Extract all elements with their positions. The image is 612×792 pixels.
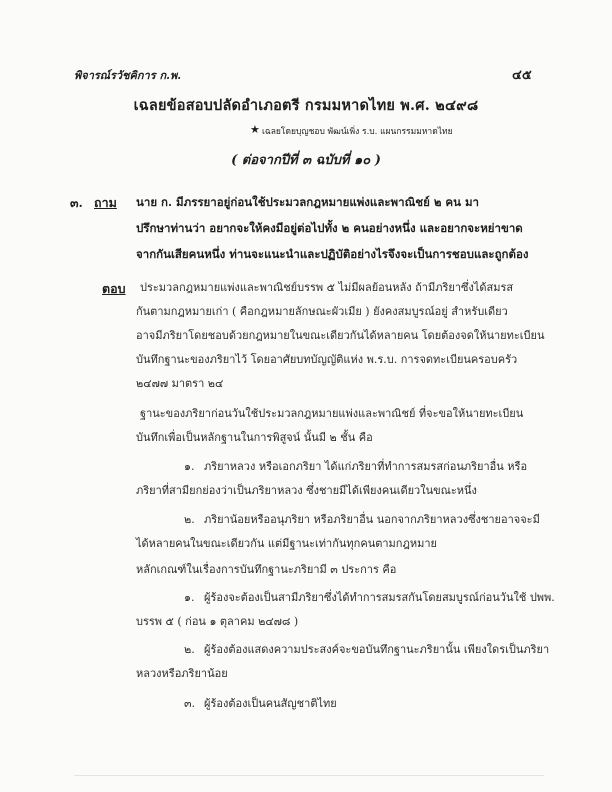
item-line: ภริยาที่สามียกย่องว่าเป็นภริยาหลวง ซึ่งชายมีได้เพียงคนเดียวในขณะหนึ่ง [136, 484, 477, 497]
condition-line: หลวงหรือภริยาน้อย [136, 667, 228, 680]
item-number: ๑. [184, 460, 195, 473]
item-line: ภริยาน้อยหรืออนุภริยา หรือภริยาอื่น นอกจากภริยาหลวงซึ่งชายอาจจะมี [204, 513, 540, 526]
condition-line: ผู้ร้องต้องเป็นคนสัญชาติไทย [204, 697, 337, 710]
condition-line: ผู้ร้องจะต้องเป็นสามีภริยาซึ่งได้ทำการสมรสกันโดยสมบูรณ์ก่อนวันใช้ ปพพ. [204, 591, 555, 604]
continuation-note: ( ต่อจากปีที่ ๓ ฉบับที่ ๑๐ ) [231, 153, 381, 168]
conditions-intro: หลักเกณฑ์ในเรื่องการบันทึกฐานะภริยามี ๓ ประการ คือ [136, 563, 397, 576]
paragraph-line: ฐานะของภริยาก่อนวันใช้ประมวลกฎหมายแพ่งและพาณิชย์ ที่จะขอให้นายทะเบียน [140, 407, 524, 420]
question-line: นาย ก. มีภรรยาอยู่ก่อนใช้ประมวลกฎหมายแพ่งและพาณิชย์ ๒ คน มา [136, 195, 479, 209]
item-line: ได้หลายคนในขณะเดียวกัน แต่มีฐานะเท่ากันทุกคนตามกฎหมาย [136, 537, 437, 550]
answer-line: อาจมีภริยาโดยชอบด้วยกฎหมายในขณะเดียวกันได้หลายคน โดยต้องจดให้นายทะเบียน [136, 329, 545, 342]
answer-label: ตอบ [102, 281, 126, 296]
question-line: ปรึกษาท่านว่า อยากจะให้คงมีอยู่ต่อไปทั้ง ๒ คนอย่างหนึ่ง และอยากจะหย่าขาด [136, 221, 523, 235]
page-number: ๔๕ [512, 68, 532, 83]
condition-number: ๒. [184, 643, 195, 656]
running-header: พิจารณ์รวัชคิการ ก.พ. [74, 69, 182, 82]
page-bottom-divider [74, 775, 544, 776]
condition-number: ๓. [184, 697, 196, 710]
answer-line: กันตามกฎหมายเก่า ( คือกฎหมายลักษณะผัวเมีย ) ยังคงสมบูรณ์อยู่ สำหรับเดียว [136, 305, 508, 318]
condition-line: ผู้ร้องต้องแสดงความประสงค์จะขอบันทึกฐานะภริยานั้น เพียงใดรเป็นภริยา [204, 643, 550, 656]
answer-line: ๒๔๗๗ มาตรา ๒๔ [136, 377, 224, 390]
item-line: ภริยาหลวง หรือเอกภริยา ได้แก่ภริยาที่ทำการสมรสก่อนภริยาอื่น หรือ [204, 460, 528, 473]
question-number: ๓. [70, 195, 83, 210]
star-icon: ★ [250, 123, 260, 136]
answer-line: ประมวลกฎหมายแพ่งและพาณิชย์บรรพ ๕ ไม่มีผลย้อนหลัง ถ้ามีภริยาซึ่งได้สมรส [140, 281, 514, 294]
question-line: จากกันเสียคนหนึ่ง ท่านจะแนะนำและปฏิบัติอย่างไรจึงจะเป็นการชอบและถูกต้อง [136, 247, 529, 261]
item-number: ๒. [184, 513, 195, 526]
condition-line: บรรพ ๕ ( ก่อน ๑ ตุลาคม ๒๔๗๘ ) [136, 615, 299, 628]
document-title: เฉลยข้อสอบปลัดอำเภอตรี กรมมหาดไทย พ.ศ. ๒๔๙๘ [133, 97, 479, 114]
answer-line: บันทึกฐานะของภริยาไว้ โดยอาศัยบทบัญญัติแห่ง พ.ร.บ. การจดทะเบียนครอบครัว [136, 353, 518, 366]
paragraph-line: บันทึกเพื่อเป็นหลักฐานในการพิสูจน์ นั้นมี ๒ ชั้น คือ [136, 431, 373, 444]
condition-number: ๑. [184, 591, 195, 604]
question-label: ถาม [94, 195, 117, 210]
author-line: เฉลยโดยบุญชอบ พัฒน์เพิ่ง ร.บ. แผนกรรมมหาดไทย [262, 127, 453, 137]
